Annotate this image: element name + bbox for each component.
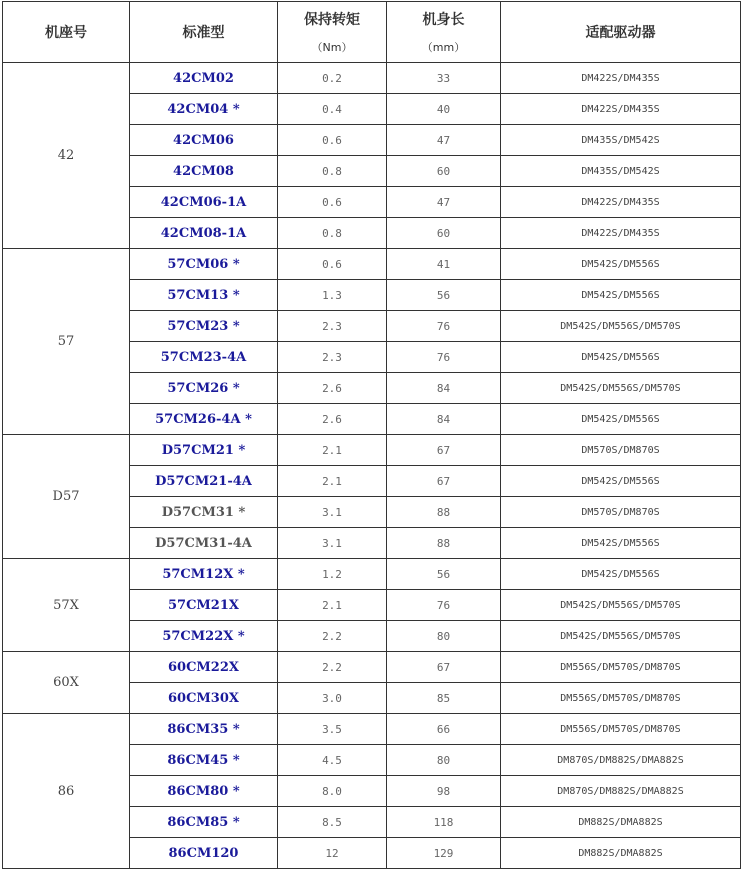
torque-cell: 0.8	[278, 218, 387, 249]
length-cell: 76	[387, 342, 501, 373]
driver-cell: DM542S/DM556S	[501, 528, 741, 559]
length-cell: 56	[387, 559, 501, 590]
model-cell: 57CM23-4A	[130, 342, 278, 373]
frame-size-cell: 86	[3, 714, 130, 869]
torque-unit: （Nm）	[311, 41, 353, 54]
torque-cell: 1.2	[278, 559, 387, 590]
model-cell: 86CM80 *	[130, 776, 278, 807]
torque-cell: 2.6	[278, 404, 387, 435]
driver-cell: DM570S/DM870S	[501, 435, 741, 466]
table-row	[3, 559, 741, 590]
driver-cell: DM870S/DM882S/DMA882S	[501, 776, 741, 807]
torque-cell: 3.1	[278, 528, 387, 559]
header-body-length: 机身长 （mm）	[387, 2, 501, 63]
header-standard-model: 标准型	[130, 2, 278, 63]
model-cell: 86CM45 *	[130, 745, 278, 776]
table-body	[3, 63, 741, 869]
torque-cell: 2.1	[278, 466, 387, 497]
length-cell: 56	[387, 280, 501, 311]
model-cell: 57CM22X *	[130, 621, 278, 652]
driver-cell: DM542S/DM556S	[501, 342, 741, 373]
model-cell: 57CM26-4A *	[130, 404, 278, 435]
model-cell: 42CM08-1A	[130, 218, 278, 249]
header-row	[3, 2, 741, 63]
length-cell: 88	[387, 497, 501, 528]
model-cell: 42CM08	[130, 156, 278, 187]
length-cell: 80	[387, 621, 501, 652]
length-cell: 40	[387, 94, 501, 125]
model-cell: 42CM02	[130, 63, 278, 94]
table-row	[3, 652, 741, 683]
table-row	[3, 63, 741, 94]
length-cell: 80	[387, 745, 501, 776]
driver-cell: DM435S/DM542S	[501, 125, 741, 156]
length-cell: 84	[387, 373, 501, 404]
torque-cell: 4.5	[278, 745, 387, 776]
table-row	[3, 714, 741, 745]
length-cell: 67	[387, 652, 501, 683]
model-cell: 60CM22X	[130, 652, 278, 683]
torque-cell: 1.3	[278, 280, 387, 311]
torque-cell: 0.6	[278, 249, 387, 280]
torque-cell: 0.2	[278, 63, 387, 94]
driver-cell: DM542S/DM556S	[501, 404, 741, 435]
frame-size-cell: D57	[3, 435, 130, 559]
length-unit: （mm）	[421, 41, 466, 54]
length-cell: 76	[387, 311, 501, 342]
driver-cell: DM556S/DM570S/DM870S	[501, 683, 741, 714]
model-cell: 57CM23 *	[130, 311, 278, 342]
torque-cell: 0.8	[278, 156, 387, 187]
length-cell: 118	[387, 807, 501, 838]
length-cell: 60	[387, 218, 501, 249]
model-cell: D57CM31 *	[130, 497, 278, 528]
driver-cell: DM882S/DMA882S	[501, 838, 741, 869]
driver-cell: DM570S/DM870S	[501, 497, 741, 528]
model-cell: 57CM21X	[130, 590, 278, 621]
driver-cell: DM542S/DM556S	[501, 249, 741, 280]
model-cell: 86CM35 *	[130, 714, 278, 745]
frame-size-cell: 60X	[3, 652, 130, 714]
header-frame-size: 机座号	[3, 2, 130, 63]
table-row	[3, 435, 741, 466]
frame-size-cell: 57X	[3, 559, 130, 652]
table-row	[3, 249, 741, 280]
driver-cell: DM882S/DMA882S	[501, 807, 741, 838]
header-holding-torque: 保持转矩 （Nm）	[278, 2, 387, 63]
model-cell: D57CM21 *	[130, 435, 278, 466]
torque-cell: 0.6	[278, 187, 387, 218]
length-cell: 47	[387, 125, 501, 156]
model-cell: 42CM04 *	[130, 94, 278, 125]
length-cell: 60	[387, 156, 501, 187]
table-header	[3, 2, 741, 63]
header-compatible-driver: 适配驱动器	[501, 2, 741, 63]
driver-cell: DM542S/DM556S/DM570S	[501, 590, 741, 621]
length-cell: 66	[387, 714, 501, 745]
torque-cell: 3.0	[278, 683, 387, 714]
model-cell: 57CM26 *	[130, 373, 278, 404]
driver-cell: DM870S/DM882S/DMA882S	[501, 745, 741, 776]
model-cell: 42CM06	[130, 125, 278, 156]
model-cell: 86CM85 *	[130, 807, 278, 838]
torque-cell: 3.5	[278, 714, 387, 745]
length-cell: 129	[387, 838, 501, 869]
torque-cell: 2.2	[278, 621, 387, 652]
torque-cell: 3.1	[278, 497, 387, 528]
torque-cell: 0.4	[278, 94, 387, 125]
length-cell: 84	[387, 404, 501, 435]
length-cell: 98	[387, 776, 501, 807]
torque-cell: 8.0	[278, 776, 387, 807]
driver-cell: DM542S/DM556S/DM570S	[501, 311, 741, 342]
model-cell: D57CM21-4A	[130, 466, 278, 497]
length-cell: 41	[387, 249, 501, 280]
torque-cell: 2.1	[278, 590, 387, 621]
driver-cell: DM542S/DM556S	[501, 280, 741, 311]
length-cell: 33	[387, 63, 501, 94]
length-cell: 76	[387, 590, 501, 621]
driver-cell: DM542S/DM556S/DM570S	[501, 621, 741, 652]
torque-cell: 2.2	[278, 652, 387, 683]
motor-spec-table	[2, 1, 741, 869]
torque-cell: 12	[278, 838, 387, 869]
driver-cell: DM556S/DM570S/DM870S	[501, 652, 741, 683]
frame-size-cell: 42	[3, 63, 130, 249]
length-cell: 88	[387, 528, 501, 559]
model-cell: 42CM06-1A	[130, 187, 278, 218]
model-cell: 86CM120	[130, 838, 278, 869]
model-cell: 57CM06 *	[130, 249, 278, 280]
driver-cell: DM422S/DM435S	[501, 187, 741, 218]
torque-cell: 2.1	[278, 435, 387, 466]
driver-cell: DM422S/DM435S	[501, 94, 741, 125]
length-cell: 47	[387, 187, 501, 218]
driver-cell: DM435S/DM542S	[501, 156, 741, 187]
driver-cell: DM556S/DM570S/DM870S	[501, 714, 741, 745]
model-cell: D57CM31-4A	[130, 528, 278, 559]
driver-cell: DM542S/DM556S/DM570S	[501, 373, 741, 404]
driver-cell: DM422S/DM435S	[501, 218, 741, 249]
frame-size-cell: 57	[3, 249, 130, 435]
torque-cell: 2.6	[278, 373, 387, 404]
torque-cell: 0.6	[278, 125, 387, 156]
torque-cell: 2.3	[278, 342, 387, 373]
driver-cell: DM542S/DM556S	[501, 559, 741, 590]
length-cell: 67	[387, 466, 501, 497]
driver-cell: DM422S/DM435S	[501, 63, 741, 94]
driver-cell: DM542S/DM556S	[501, 466, 741, 497]
length-cell: 85	[387, 683, 501, 714]
torque-cell: 2.3	[278, 311, 387, 342]
length-cell: 67	[387, 435, 501, 466]
model-cell: 57CM13 *	[130, 280, 278, 311]
torque-cell: 8.5	[278, 807, 387, 838]
model-cell: 60CM30X	[130, 683, 278, 714]
model-cell: 57CM12X *	[130, 559, 278, 590]
